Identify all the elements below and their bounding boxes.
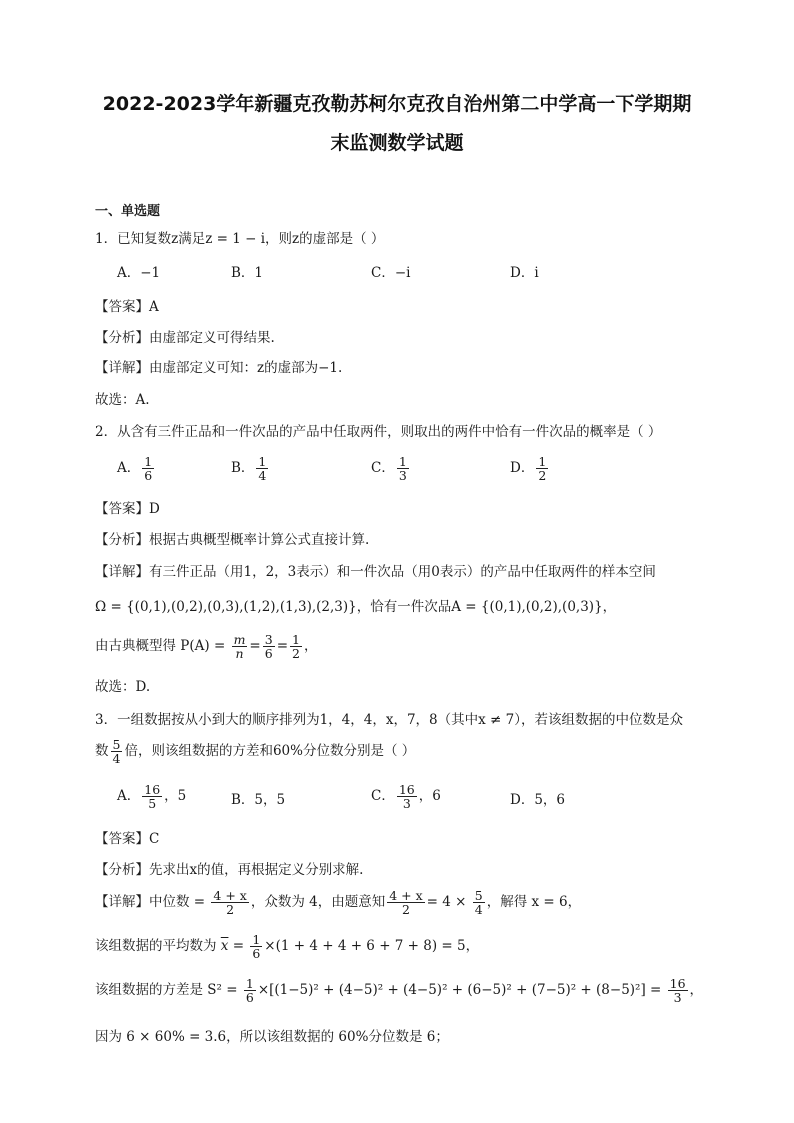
- q3-option-b: B．5，5: [231, 792, 286, 808]
- fraction-numerator: 4 + x: [213, 888, 247, 903]
- fraction-numerator: 1: [538, 454, 547, 469]
- fraction-denominator: 2: [292, 646, 300, 662]
- fraction-numerator: 1: [252, 932, 261, 947]
- q3-answer: 【答案】C: [95, 831, 160, 847]
- q3-detail-solution: ，解得 x = 6，: [486, 894, 582, 911]
- q1-detail: 【详解】由虚部定义可知：z的虚部为−1.: [95, 360, 343, 376]
- q3-stem-post: 倍，则该组数据的方差和60%分位数分别是（ ）: [124, 743, 416, 760]
- q3-variance-end: ，: [689, 982, 704, 999]
- q3-ratio-fraction: [473, 889, 485, 916]
- fraction-denominator: 6: [245, 990, 254, 1006]
- q2-detail: 【详解】有三件正品（用1，2，3表示）和一件次品（用0表示）的产品中任取两件的样本空间: [95, 564, 656, 580]
- fraction-numerator: 1: [245, 976, 254, 991]
- section-heading: 一、单选题: [95, 204, 161, 219]
- q3-option-c-post: ，6: [418, 788, 441, 805]
- page-title-line1: 2022-2023学年新疆克孜勒苏柯尔克孜自治州第二中学高一下学期期: [102, 93, 692, 115]
- fraction-denominator: 3: [402, 796, 411, 812]
- q2-option-b-letter: B．: [231, 460, 255, 477]
- fraction-denominator: 5: [148, 796, 157, 812]
- fraction-numerator: 1: [258, 454, 267, 469]
- fraction-denominator: 2: [401, 902, 410, 918]
- fraction-numerator: 5: [112, 737, 121, 752]
- q2-option-c-letter: C．: [371, 460, 395, 477]
- fraction-denominator: 4: [112, 751, 121, 767]
- q1-analysis: 【分析】由虚部定义可得结果.: [95, 330, 275, 346]
- q1-stem: 1．已知复数z满足z = 1 − i，则z的虚部是（ ）: [95, 231, 385, 247]
- q3-mean-expression: ×(1 + 4 + 4 + 6 + 7 + 8) = 5，: [264, 938, 480, 955]
- fraction-denominator: 4: [474, 902, 483, 918]
- fraction-denominator: 3: [398, 468, 407, 484]
- fraction-numerator: 4 + x: [389, 888, 423, 903]
- page-title-line2: 末监测数学试题: [330, 132, 464, 154]
- q2-option-c: [371, 455, 411, 482]
- fraction-numerator: 16: [398, 782, 415, 797]
- q2-option-a-letter: A．: [117, 460, 141, 477]
- equals-sign: =: [276, 638, 288, 655]
- q1-option-c: C．−i: [371, 265, 411, 281]
- q3-stem-line1: 3．一组数据按从小到大的顺序排列为1，4，4，x，7，8（其中x ≠ 7），若该组数据的中位数是众: [95, 712, 683, 728]
- q3-analysis: 【分析】先求出x的值，再根据定义分别求解.: [95, 862, 364, 878]
- q1-conclusion: 故选：A.: [95, 392, 150, 408]
- fraction-numerator: 3: [264, 632, 273, 647]
- q2-probability-end: ，: [303, 638, 318, 655]
- q3-option-c-letter: C．: [371, 788, 395, 805]
- equals-sign: =: [228, 938, 249, 955]
- fraction-denominator: 4: [258, 468, 267, 484]
- q1-option-d: D．i: [510, 265, 539, 281]
- q3-stem-pre: 数: [95, 743, 109, 760]
- q3-option-a: [117, 783, 186, 810]
- q3-option-d: D．5，6: [510, 792, 566, 808]
- q2-option-a-fraction: [142, 455, 154, 482]
- fraction-denominator: 6: [252, 946, 261, 962]
- q3-option-a-letter: A．: [117, 788, 141, 805]
- q3-option-a-fraction: [142, 783, 162, 810]
- q2-probability: [95, 633, 317, 660]
- q1-answer: 【答案】A: [95, 299, 159, 315]
- q3-median-fraction-2: [387, 889, 424, 916]
- q2-probability-frac-mn: [232, 633, 248, 660]
- fraction-numerator: 16: [669, 976, 686, 991]
- q2-option-d-letter: D．: [510, 460, 535, 477]
- fraction-denominator: 3: [673, 990, 682, 1006]
- fraction-denominator: 2: [226, 902, 235, 918]
- q3-mean-fraction: [250, 933, 262, 960]
- q3-option-c: [371, 783, 441, 810]
- fraction-numerator: 16: [144, 782, 161, 797]
- q3-detail-variance: [95, 977, 703, 1004]
- q3-variance-expression: ×[(1−5)² + (4−5)² + (4−5)² + (6−5)² + (7−5)² + (8−5)²] =: [257, 982, 666, 999]
- q3-detail-percentile: 因为 6 × 60% = 3.6，所以该组数据的 60%分位数是 6；: [95, 1029, 449, 1045]
- q3-detail-mean: [95, 933, 479, 960]
- q2-probability-frac-12: [290, 633, 302, 660]
- q3-stem-line2: [95, 738, 415, 765]
- q2-sample-space: Ω = {(0,1),(0,2),(0,3),(1,2),(1,3),(2,3)}，恰有一件次品A = {(0,1),(0,2),(0,3)}，: [95, 599, 617, 615]
- fraction-numerator: 5: [474, 888, 483, 903]
- fraction-numerator: 1: [398, 454, 407, 469]
- q2-option-d: [510, 455, 550, 482]
- q2-probability-frac-36: [263, 633, 275, 660]
- q3-stem-fraction: [111, 738, 123, 765]
- q2-option-d-fraction: [536, 455, 548, 482]
- q3-option-c-fraction: [397, 783, 417, 810]
- q3-detail-mode-text: ，众数为 4，由题意知: [250, 894, 386, 911]
- fraction-denominator: n: [235, 646, 244, 662]
- q3-option-a-post: ，5: [164, 788, 187, 805]
- q2-option-a: [117, 455, 156, 482]
- fraction-denominator: 6: [144, 468, 153, 484]
- q3-variance-fraction: [244, 977, 256, 1004]
- q2-answer: 【答案】D: [95, 501, 160, 517]
- q2-option-b-fraction: [256, 455, 268, 482]
- q3-detail-equation: = 4 ×: [426, 894, 471, 911]
- q3-variance-result: [668, 977, 688, 1004]
- fraction-denominator: 2: [538, 468, 547, 484]
- q1-option-b: B．1: [231, 265, 264, 281]
- q3-mean-label: 该组数据的平均数为: [95, 938, 221, 955]
- q3-median-fraction: [211, 889, 248, 916]
- q3-detail-line1: [95, 889, 581, 916]
- fraction-numerator: 1: [144, 454, 153, 469]
- q2-conclusion: 故选：D.: [95, 679, 151, 695]
- q2-stem: 2．从含有三件正品和一件次品的产品中任取两件，则取出的两件中恰有一件次品的概率是（ ）: [95, 424, 662, 440]
- fraction-numerator: m: [233, 632, 246, 647]
- q2-probability-prefix: 由古典概型得 P(A) =: [95, 638, 230, 655]
- q1-option-a: A．−1: [117, 265, 161, 281]
- equals-sign: =: [249, 638, 261, 655]
- x-bar-symbol: $\overline{x}$: [220, 938, 229, 955]
- q3-detail-median-label: 【详解】中位数 =: [95, 894, 210, 911]
- q2-option-c-fraction: [397, 455, 409, 482]
- fraction-denominator: 6: [264, 646, 273, 662]
- fraction-numerator: 1: [292, 632, 300, 647]
- q2-analysis: 【分析】根据古典概型概率计算公式直接计算.: [95, 532, 370, 548]
- q2-option-b: [231, 455, 270, 482]
- q3-variance-label: 该组数据的方差是 S² =: [95, 982, 242, 999]
